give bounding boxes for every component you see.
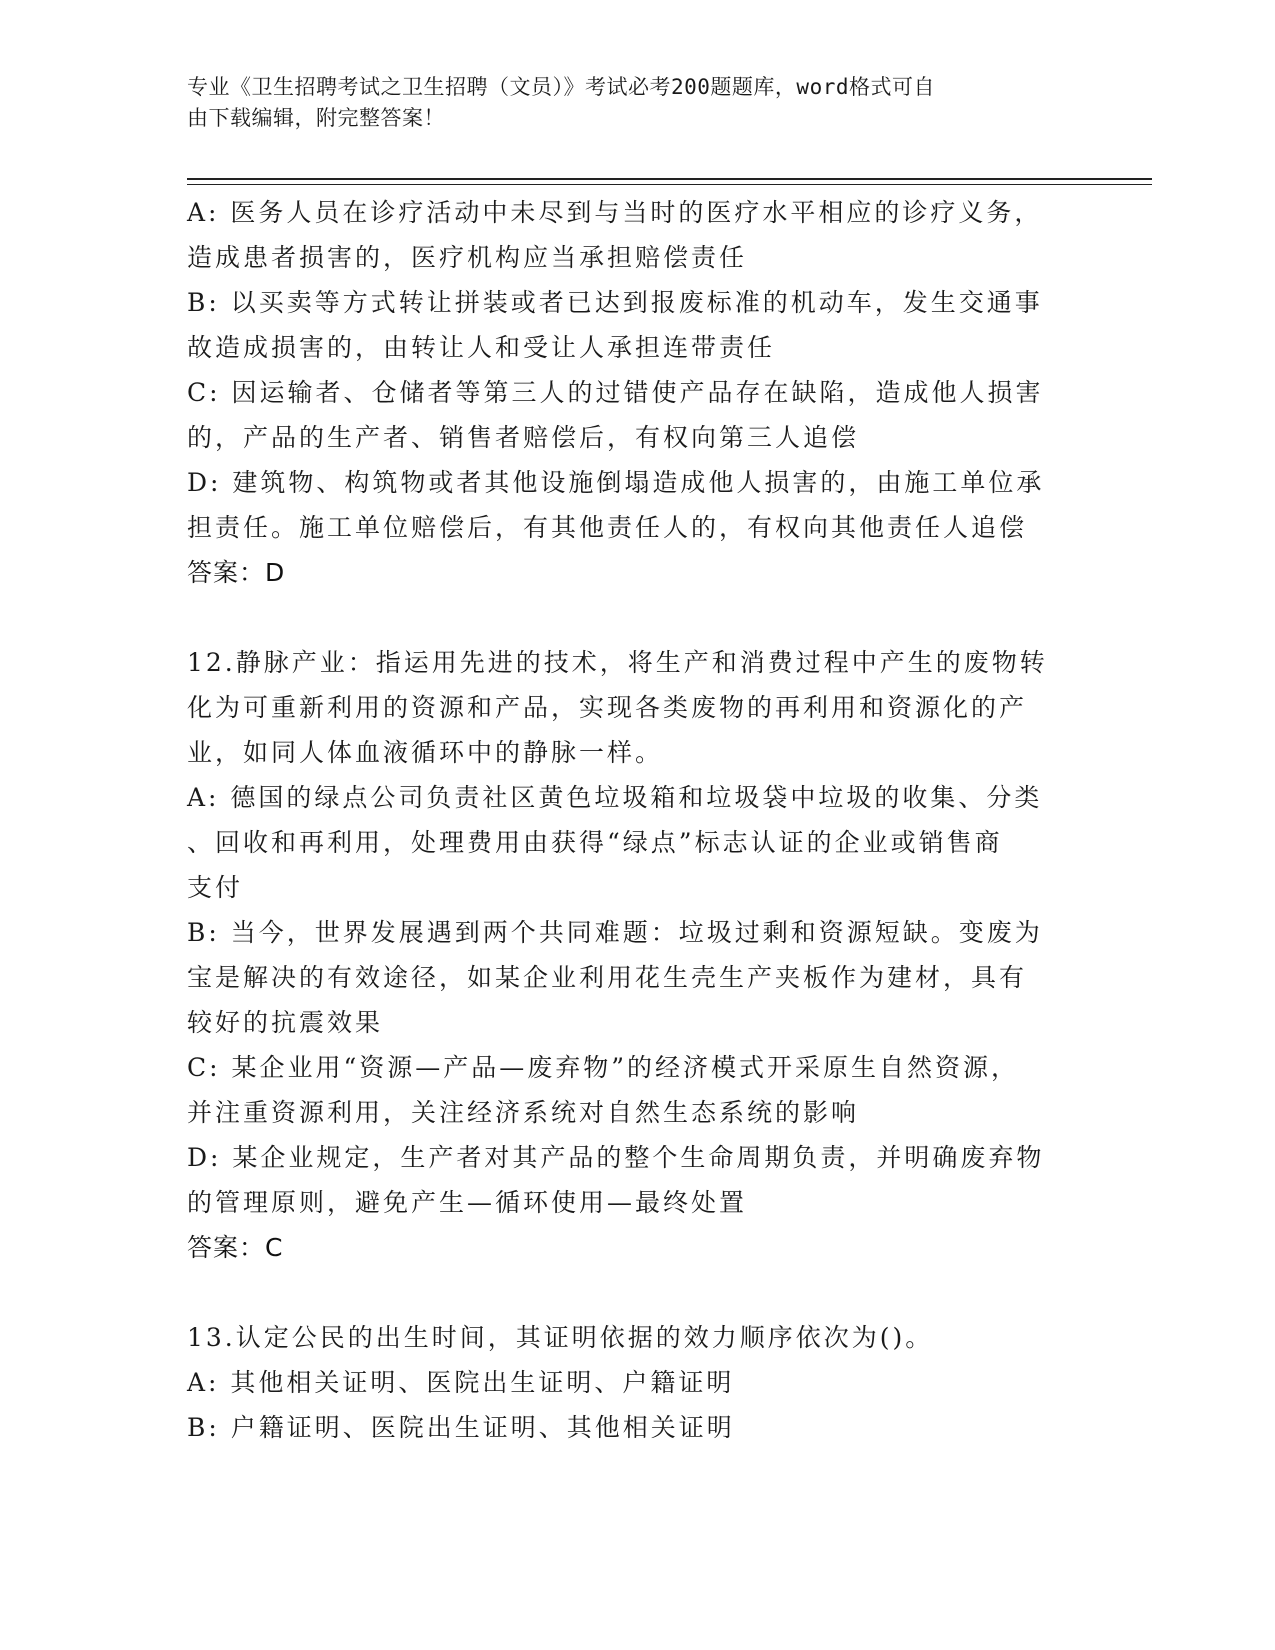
header-divider-thin	[187, 184, 1152, 185]
question-11	[187, 190, 1077, 595]
option-a-line: A: 其他相关证明、医院出生证明、户籍证明	[187, 1368, 735, 1397]
option-a-line: A: 医务人员在诊疗活动中未尽到与当时的医疗水平相应的诊疗义务，	[187, 198, 1043, 227]
option-c-line: 的，产品的生产者、销售者赔偿后，有权向第三人追偿	[187, 423, 860, 452]
option-c-line: C: 某企业用“资源—产品—废弃物”的经济模式开采原生自然资源，	[187, 1053, 1020, 1082]
option-b-line: 故造成损害的，由转让人和受让人承担连带责任	[187, 333, 776, 362]
option-a-line: 、回收和再利用，处理费用由获得“绿点”标志认证的企业或销售商	[187, 828, 1003, 857]
option-a-line: 支付	[187, 873, 244, 902]
question-12	[187, 640, 1077, 1270]
option-c-line: C: 因运输者、仓储者等第三人的过错使产品存在缺陷，造成他人损害	[187, 378, 1044, 407]
question-stem-line: 12.静脉产业：指运用先进的技术，将生产和消费过程中产生的废物转	[187, 648, 1048, 677]
option-d-line: 的管理原则，避免产生—循环使用—最终处置	[187, 1188, 748, 1217]
header-line-1: 专业《卫生招聘考试之卫生招聘（文员）》考试必考200题题库，word格式可自	[187, 75, 935, 99]
option-b-line: B: 以买卖等方式转让拼装或者已达到报废标准的机动车，发生交通事	[187, 288, 1043, 317]
question-stem-line: 13.认定公民的出生时间，其证明依据的效力顺序依次为()。	[187, 1323, 934, 1352]
question-spacer	[187, 1270, 1077, 1315]
option-d-line: 担责任。施工单位赔偿后，有其他责任人的，有权向其他责任人追偿	[187, 513, 1028, 542]
answer-label: 答案：D	[187, 558, 286, 587]
document-body	[187, 190, 1077, 1450]
document-header	[187, 72, 1067, 134]
option-a-line: 造成患者损害的，医疗机构应当承担赔偿责任	[187, 243, 748, 272]
option-b-line: 较好的抗震效果	[187, 1008, 384, 1037]
option-b-line: B: 户籍证明、医院出生证明、其他相关证明	[187, 1413, 735, 1442]
answer-label: 答案：C	[187, 1233, 284, 1262]
question-stem-line: 化为可重新利用的资源和产品，实现各类废物的再利用和资源化的产	[187, 693, 1028, 722]
question-13	[187, 1315, 1077, 1450]
question-spacer	[187, 595, 1077, 640]
option-d-line: D: 某企业规定，生产者对其产品的整个生命周期负责，并明确废弃物	[187, 1143, 1045, 1172]
question-stem-line: 业，如同人体血液循环中的静脉一样。	[187, 738, 664, 767]
option-b-line: 宝是解决的有效途径，如某企业利用花生壳生产夹板作为建材，具有	[187, 963, 1028, 992]
header-divider-thick	[187, 178, 1152, 180]
option-d-line: D: 建筑物、构筑物或者其他设施倒塌造成他人损害的，由施工单位承	[187, 468, 1045, 497]
option-c-line: 并注重资源利用，关注经济系统对自然生态系统的影响	[187, 1098, 860, 1127]
option-b-line: B: 当今，世界发展遇到两个共同难题：垃圾过剩和资源短缺。变废为	[187, 918, 1043, 947]
option-a-line: A: 德国的绿点公司负责社区黄色垃圾箱和垃圾袋中垃圾的收集、分类	[187, 783, 1043, 812]
header-line-2: 由下载编辑，附完整答案！	[187, 106, 445, 130]
